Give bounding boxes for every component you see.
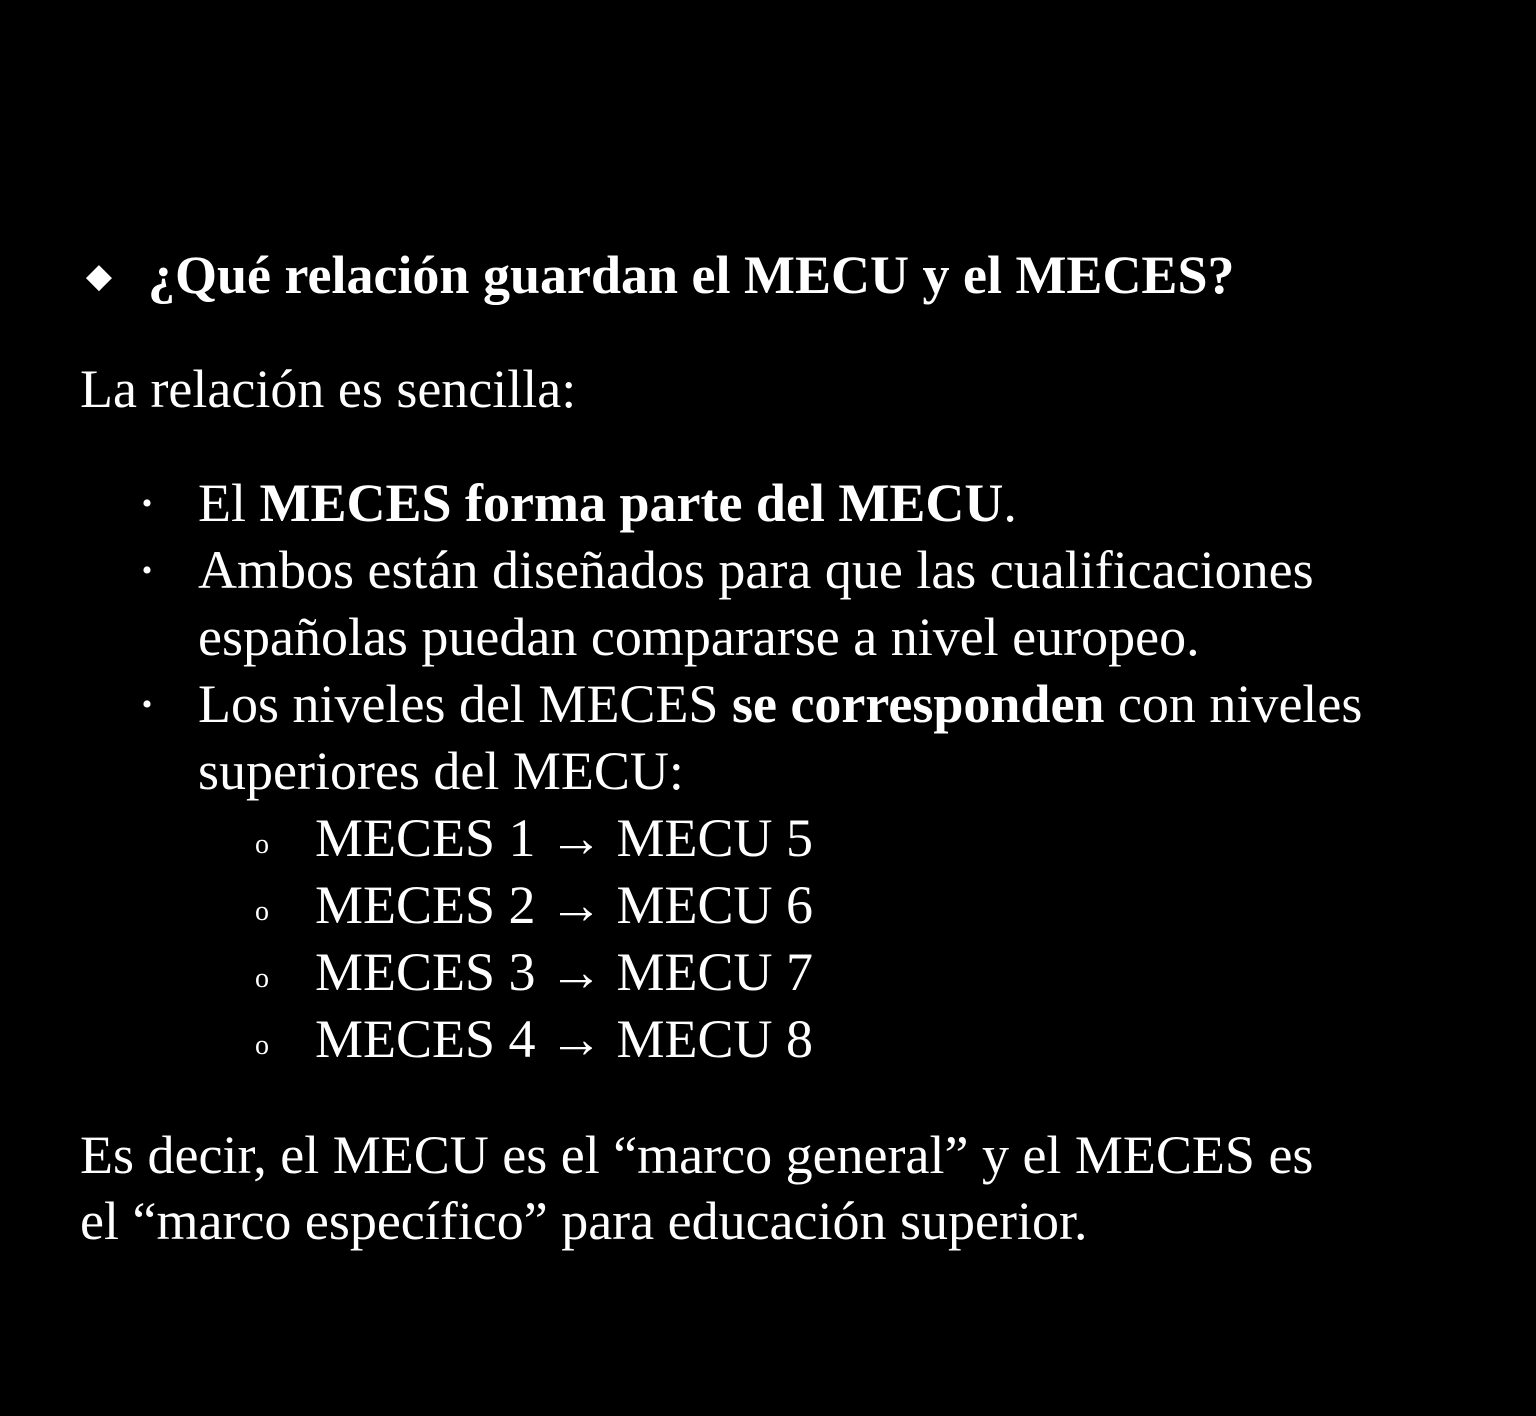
list-item bbox=[0, 470, 1536, 537]
list-item bbox=[0, 671, 1536, 805]
bullet-dot-icon: • bbox=[141, 688, 153, 721]
item-text: El bbox=[198, 473, 260, 533]
bullet-dot-icon: • bbox=[141, 554, 153, 587]
sublist-item bbox=[0, 872, 1536, 939]
diamond-bullet-icon: ◆ bbox=[85, 258, 113, 295]
conclusion-line2: el “marco específico” para educación superior. bbox=[80, 1191, 1088, 1251]
mapping-text: MECES 3 → MECU 7 bbox=[315, 942, 814, 1002]
item-text-line2: españolas puedan compararse a nivel europeo. bbox=[198, 607, 1200, 667]
circle-bullet-icon: o bbox=[255, 963, 269, 994]
item-emphasis: se corresponden bbox=[731, 674, 1105, 734]
intro-text: La relación es sencilla: bbox=[80, 359, 577, 419]
item-text-line2: superiores del MECU: bbox=[198, 741, 684, 801]
sublist-item bbox=[0, 1006, 1536, 1073]
circle-bullet-icon: o bbox=[255, 896, 269, 927]
item-text-line1 bbox=[198, 671, 1536, 738]
conclusion-text bbox=[80, 1122, 1313, 1254]
page-title bbox=[84, 243, 1235, 309]
title-text: ¿Qué relación guardan el MECU y el MECES? bbox=[148, 245, 1235, 305]
circle-bullet-icon: o bbox=[255, 829, 269, 860]
mapping-text: MECES 2 → MECU 6 bbox=[315, 875, 814, 935]
item-text-line1: Ambos están diseñados para que las cualificaciones bbox=[198, 540, 1314, 600]
mapping-text: MECES 4 → MECU 8 bbox=[315, 1009, 814, 1069]
bullet-dot-icon: • bbox=[141, 487, 153, 520]
item-text-end: . bbox=[1003, 473, 1017, 533]
circle-bullet-icon: o bbox=[255, 1030, 269, 1061]
item-emphasis: MECES forma parte del MECU bbox=[259, 473, 1004, 533]
sublist-item bbox=[0, 939, 1536, 1006]
item-text: Los niveles del MECES bbox=[198, 674, 732, 734]
mapping-text: MECES 1 → MECU 5 bbox=[315, 808, 814, 868]
item-text-end: con niveles bbox=[1104, 674, 1363, 734]
conclusion-line1: Es decir, el MECU es el “marco general” y el MECES es bbox=[80, 1125, 1314, 1185]
bullet-list bbox=[0, 470, 1536, 1073]
sublist-item bbox=[0, 805, 1536, 872]
list-item bbox=[0, 537, 1536, 671]
